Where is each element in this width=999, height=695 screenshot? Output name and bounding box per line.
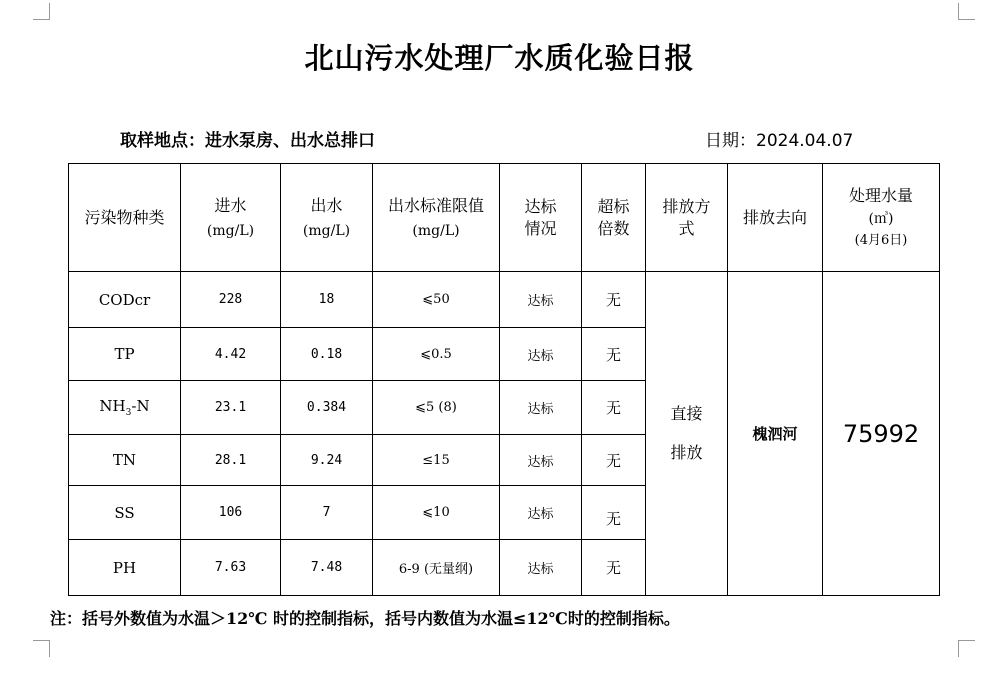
discharge-method: 直接 排放: [646, 272, 728, 596]
exceed-multiple: 无: [582, 272, 646, 328]
header-volume: 处理水量 (㎥) (4月6日): [823, 164, 940, 272]
treated-volume: 75992: [823, 272, 940, 596]
limit-value: ⩽50: [373, 272, 500, 328]
compliance-status: 达标: [500, 381, 582, 435]
sampling-location: 取样地点：进水泵房、出水总排口: [120, 131, 375, 151]
compliance-status: 达标: [500, 486, 582, 540]
report-date: 日期：2024.04.07: [705, 131, 854, 151]
footnote: 注：括号外数值为水温＞12℃ 时的控制指标，括号内数值为水温≤12℃时的控制指标。: [50, 609, 680, 628]
header-row: [69, 164, 940, 272]
inflow-value: 4.42: [181, 328, 281, 381]
outflow-value: 0.384: [281, 381, 373, 435]
header-compliance: 达标 情况: [500, 164, 582, 272]
limit-value: ⩽5 (8): [373, 381, 500, 435]
header-method: 排放方 式: [646, 164, 728, 272]
inflow-value: 23.1: [181, 381, 281, 435]
crop-mark-top-left: [33, 3, 50, 20]
inflow-value: 7.63: [181, 540, 281, 596]
crop-mark-bottom-right: [958, 640, 975, 657]
header-inflow: 进水 (mg/L): [181, 164, 281, 272]
limit-value: ⩽10: [373, 486, 500, 540]
exceed-multiple: 无: [582, 328, 646, 381]
pollutant-name: TP: [69, 328, 181, 381]
compliance-status: 达标: [500, 328, 582, 381]
pollutant-name: CODcr: [69, 272, 181, 328]
inflow-value: 106: [181, 486, 281, 540]
limit-value: ⩽0.5: [373, 328, 500, 381]
limit-value: 6-9 (无量纲): [373, 540, 500, 596]
header-outflow: 出水 (mg/L): [281, 164, 373, 272]
header-exceed: 超标 倍数: [582, 164, 646, 272]
exceed-multiple: 无: [582, 540, 646, 596]
compliance-status: 达标: [500, 272, 582, 328]
table-row: [69, 272, 940, 328]
water-quality-table: [68, 163, 940, 596]
exceed-multiple: 无: [582, 435, 646, 486]
exceed-multiple: 无: [582, 486, 646, 540]
compliance-status: 达标: [500, 540, 582, 596]
outflow-value: 9.24: [281, 435, 373, 486]
inflow-value: 28.1: [181, 435, 281, 486]
outflow-value: 7.48: [281, 540, 373, 596]
pollutant-name: $NH_3-N$: [69, 381, 181, 435]
report-title: 北山污水处理厂水质化验日报: [304, 41, 695, 75]
crop-mark-bottom-left: [33, 640, 50, 657]
inflow-value: 228: [181, 272, 281, 328]
outflow-value: 18: [281, 272, 373, 328]
pollutant-name: SS: [69, 486, 181, 540]
outflow-value: 0.18: [281, 328, 373, 381]
header-limit: 出水标准限值 (mg/L): [373, 164, 500, 272]
pollutant-name: TN: [69, 435, 181, 486]
crop-mark-top-right: [958, 3, 975, 20]
pollutant-name: PH: [69, 540, 181, 596]
discharge-destination: 槐泗河: [728, 272, 823, 596]
header-destination: 排放去向: [728, 164, 823, 272]
header-pollutant: 污染物种类: [69, 164, 181, 272]
limit-value: ≤15: [373, 435, 500, 486]
outflow-value: 7: [281, 486, 373, 540]
exceed-multiple: 无: [582, 381, 646, 435]
compliance-status: 达标: [500, 435, 582, 486]
